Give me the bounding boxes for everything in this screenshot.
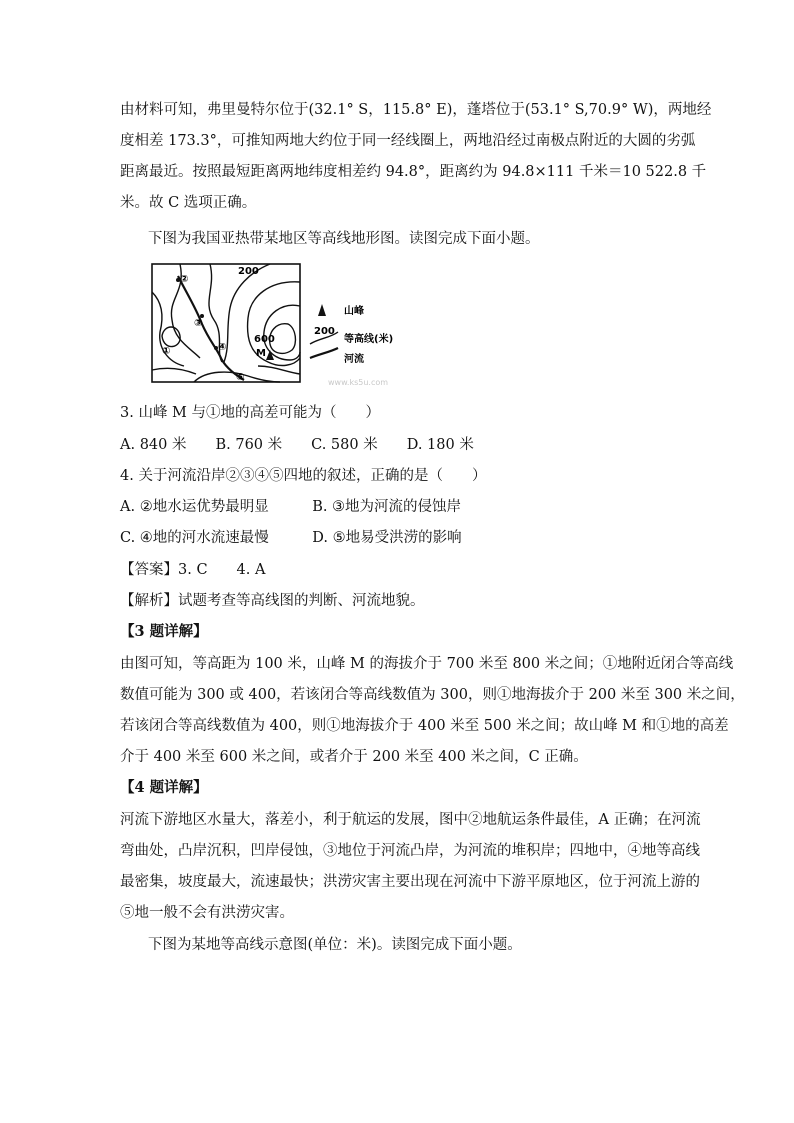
question-intro-2: 下图为某地等高线示意图(单位：米)。读图完成下面小题。	[148, 937, 522, 953]
river-line	[178, 276, 244, 380]
q4-detail-line-1: 河流下游地区水量大，落差小，利于航运的发展，图中②地航运条件最佳，A 正确；在河流	[120, 812, 701, 828]
q4-detail-line-4: ⑤地一般不会有洪涝灾害。	[120, 905, 294, 921]
question-4-options-cd: C. ④地的河水流速最慢 D. ⑤地易受洪涝的影响	[120, 530, 462, 546]
location-marker-3: ③	[194, 318, 203, 329]
q3-detail-line-1: 由图可知，等高距为 100 米，山峰 M 的海拔介于 700 米至 800 米之间；①地附近闭合等高线	[120, 656, 734, 672]
contour-label-600: 600	[254, 334, 275, 345]
heading-q3-detail: 【3 题详解】	[120, 623, 208, 640]
contour-map-figure	[150, 262, 410, 394]
location-marker-2: ②	[180, 274, 189, 285]
legend-contour-value: 200	[314, 326, 335, 337]
contour-map-svg	[150, 262, 410, 394]
q3-detail-line-3: 若该闭合等高线数值为 400，则①地海拔介于 400 米至 500 米之间；故山峰 M 和①地的高差	[120, 718, 729, 734]
legend-river-label: 河流	[344, 354, 364, 365]
location-dot	[176, 278, 180, 282]
location-marker-1: ①	[162, 346, 171, 357]
question-4: 4. 关于河流沿岸②③④⑤四地的叙述，正确的是（ ）	[120, 468, 487, 484]
explanation-line-4: 米。故 C 选项正确。	[120, 195, 257, 211]
q3-detail-line-2: 数值可能为 300 或 400，若该闭合等高线数值为 300，则①地海拔介于 200 米至 300 米之间，	[120, 687, 745, 703]
q3-detail-line-4: 介于 400 米至 600 米之间，或者介于 200 米至 400 米之间，C 正确。	[120, 749, 588, 765]
watermark: www.ks5u.com	[328, 378, 389, 387]
question-3-options: A. 840 米 B. 760 米 C. 580 米 D. 180 米	[120, 437, 474, 453]
question-3: 3. 山峰 M 与①地的高差可能为（ ）	[120, 405, 381, 421]
question-4-options-ab: A. ②地水运优势最明显 B. ③地为河流的侵蚀岸	[120, 499, 462, 515]
answer-line: 【答案】3. C 4. A	[120, 562, 266, 578]
contour-label-200: 200	[238, 266, 259, 277]
q4-detail-line-3: 最密集，坡度最大，流速最快；洪涝灾害主要出现在河流中下游平原地区，位于河流上游的	[120, 874, 700, 890]
location-marker-4: ④	[218, 342, 227, 353]
location-marker-5: ⑤	[236, 372, 245, 383]
peak-label-m: M	[256, 348, 266, 359]
explanation-line-2: 度相差 173.3°，可推知两地大约位于同一经线圈上，两地沿经过南极点附近的大圆的劣弧	[120, 133, 696, 149]
heading-q4-detail: 【4 题详解】	[120, 779, 208, 796]
explanation-line-1: 由材料可知，弗里曼特尔位于(32.1° S，115.8° E)，蓬塔位于(53.1° S,70.9° W)，两地经	[120, 102, 712, 118]
location-dot	[200, 314, 204, 318]
contour-line	[152, 368, 196, 374]
legend-contour-label: 等高线(米)	[344, 334, 394, 345]
explanation-line-3: 距离最近。按照最短距离两地纬度相差约 94.8°，距离约为 94.8×111 千米＝10 522.8 千	[120, 164, 707, 180]
contour-line	[258, 366, 300, 374]
location-dot	[214, 346, 218, 350]
legend-river-icon	[310, 348, 338, 358]
legend-peak-label: 山峰	[344, 306, 364, 317]
analysis-line: 【解析】试题考查等高线图的判断、河流地貌。	[120, 593, 425, 609]
q4-detail-line-2: 弯曲处，凸岸沉积，凹岸侵蚀，③地位于河流凸岸，为河流的堆积岸；四地中，④地等高线	[120, 843, 700, 859]
question-intro-1: 下图为我国亚热带某地区等高线地形图。读图完成下面小题。	[148, 231, 540, 247]
legend-peak-icon	[318, 304, 326, 316]
